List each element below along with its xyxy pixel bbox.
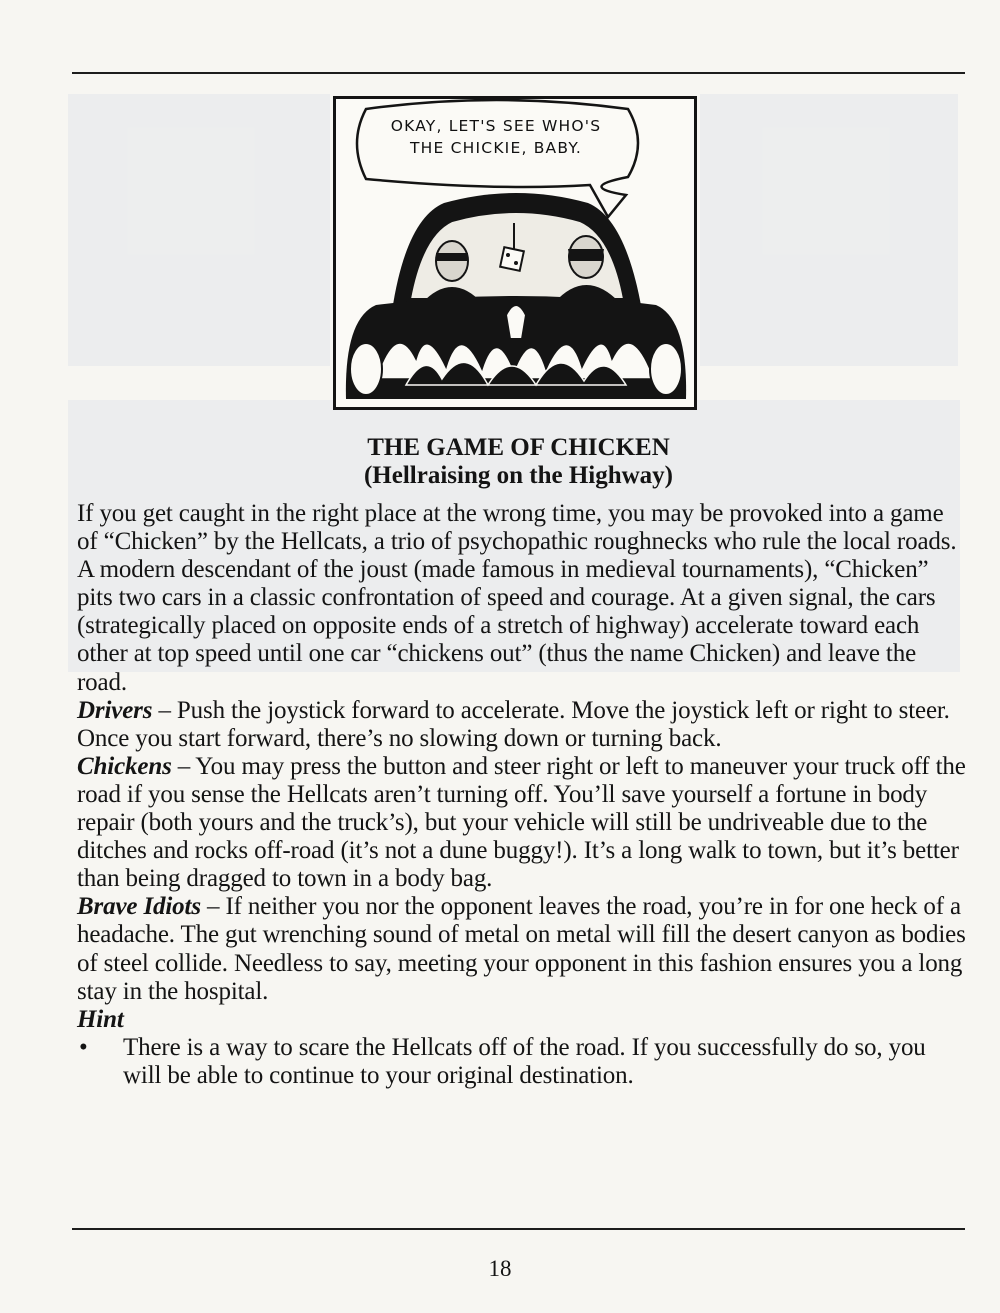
drivers-paragraph bbox=[77, 697, 970, 753]
section-title: THE GAME OF CHICKEN bbox=[367, 434, 670, 461]
drivers-text: – Push the joystick forward to accelerate. Move the joystick left or right to steer. Once you start forward, there’s no slowing down or turning back. bbox=[77, 696, 950, 752]
brave-idiots-text: – If neither you nor the opponent leaves the road, you’re in for one heck of a headache. The gut wrenching sound of metal on metal will fill the desert canyon as bodies of steel collide. Needless to say, meeting your opponent in this fashion ensures you a long stay in the hospital. bbox=[77, 893, 966, 1005]
chickens-term: Chickens bbox=[77, 752, 172, 780]
page-number: 18 bbox=[488, 1256, 512, 1281]
hint-text: There is a way to scare the Hellcats off of the road. If you successfully do so, you will be able to continue to your original destination. bbox=[123, 1033, 926, 1089]
hint-heading: Hint bbox=[77, 1005, 124, 1033]
intro-paragraph: If you get caught in the right place at the wrong time, you may be provoked into a game of “Chicken” by the Hellcats, a trio of psychopathic roughnecks who rule the local roads. A modern descendant of the joust (made famous in medieval tournaments), “Chicken” pits two cars in a classic confrontation of speed and courage. At a given signal, the cars (strategically placed on opposite ends of a stretch of highway) accelerate toward each other at top speed until one car “chickens out” (thus the name Chicken) and leave the road. bbox=[77, 500, 957, 696]
comic-panel bbox=[333, 96, 697, 410]
show-through-left bbox=[68, 94, 330, 366]
brave-idiots-term: Brave Idiots bbox=[77, 893, 201, 921]
body-text bbox=[77, 500, 970, 1090]
bottom-rule bbox=[72, 1228, 965, 1230]
show-through-right bbox=[700, 94, 958, 366]
hood-ornament-icon bbox=[506, 305, 526, 339]
speech-line-1: OKAY, LET'S SEE WHO'S bbox=[390, 117, 602, 135]
top-rule bbox=[72, 72, 965, 74]
chickens-text: – You may press the button and steer right or left to maneuver your truck off the road if you sense the Hellcats aren’t turning off. You’ll save yourself a fortune in body repair (both yours and the truck’s), but your vehicle will still be undriveable due to the ditches and rocks off-road (it’s not a dune buggy!). It’s a long walk to town, but it’s better than being dragged to town in a body bag. bbox=[77, 752, 966, 893]
speech-line-2: THE CHICKIE, BABY. bbox=[410, 139, 582, 157]
headlight-left-icon bbox=[350, 343, 382, 395]
chickens-paragraph bbox=[77, 753, 970, 893]
hint-bullet-item bbox=[77, 1034, 970, 1090]
headlight-right-icon bbox=[650, 343, 682, 395]
drivers-term: Drivers bbox=[77, 696, 153, 724]
bullet-icon: • bbox=[79, 1033, 88, 1061]
brave-idiots-paragraph bbox=[77, 893, 970, 1005]
section-subtitle: (Hellraising on the Highway) bbox=[363, 462, 674, 489]
speech-text bbox=[366, 115, 626, 159]
